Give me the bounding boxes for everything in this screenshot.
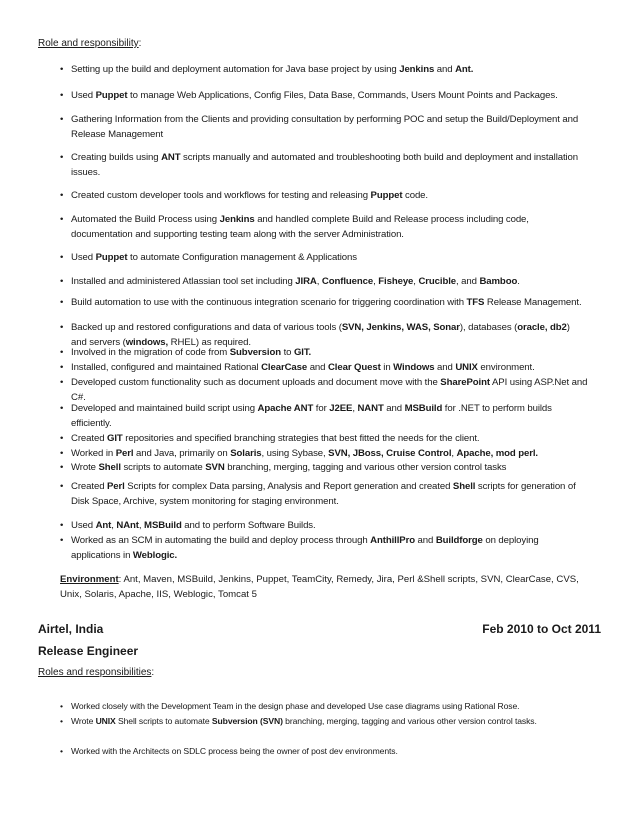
bold-term: Puppet xyxy=(370,190,403,201)
bold-term: Buildforge xyxy=(435,535,483,546)
bold-term: Subversion xyxy=(229,347,281,358)
text-segment: scripts for generation of Disk Space, Archive, system monitoring for staging environment. xyxy=(71,481,576,507)
heading-colon: : xyxy=(151,667,155,678)
text-segment: scripts to automate xyxy=(120,462,206,473)
item-text xyxy=(71,88,588,103)
environment-text: : Ant, Maven, MSBuild, Jenkins, Puppet, TeamCity, Remedy, Jira, Perl &Shell scripts, SVN, ClearCase, CVS, Unix, Solaris, Apache, IIS, Weblogic, Tomcat 5 xyxy=(60,574,579,600)
bold-term: Fisheye xyxy=(378,276,414,287)
bullet-icon: • xyxy=(60,322,64,333)
bullet-icon: • xyxy=(60,403,64,414)
text-segment: Worked as an SCM in automating the build and deploy process through xyxy=(71,535,371,546)
text-segment: , xyxy=(352,403,358,414)
text-segment: Shell scripts to automate xyxy=(115,716,212,726)
text-segment: , xyxy=(316,276,322,287)
bold-term: UNIX xyxy=(455,362,478,373)
item-text xyxy=(71,112,588,142)
list-item xyxy=(60,714,588,729)
bold-term: Crucible xyxy=(418,276,457,287)
text-segment: , using Sybase, xyxy=(261,448,329,459)
list-item xyxy=(60,188,588,203)
text-segment: Developed custom functionality such as document uploads and document move with the xyxy=(71,377,441,388)
bold-term: MSBuild xyxy=(404,403,443,414)
text-segment: Used xyxy=(71,252,96,263)
bullet-icon: • xyxy=(60,152,64,163)
list-item xyxy=(60,460,588,475)
bullet-icon: • xyxy=(60,347,64,358)
item-text xyxy=(71,446,588,461)
text-segment: repositories and specified branching strategies that best fitted the needs for the client. xyxy=(122,433,480,444)
item-text xyxy=(71,460,588,475)
item-text xyxy=(71,431,588,446)
text-segment: Used xyxy=(71,520,96,531)
text-segment: in xyxy=(380,362,394,373)
item-text xyxy=(71,62,588,77)
job-title: Release Engineer xyxy=(38,644,139,658)
list-item xyxy=(60,446,588,461)
bold-term: Clear Quest xyxy=(327,362,381,373)
item-text xyxy=(71,479,588,509)
text-segment: Wrote xyxy=(71,462,99,473)
bold-term: Apache, mod perl. xyxy=(456,448,538,459)
text-segment: , xyxy=(413,276,419,287)
list-item xyxy=(60,744,588,759)
text-segment: ) and servers ( xyxy=(71,322,570,348)
list-item xyxy=(60,345,588,360)
text-segment: environment. xyxy=(477,362,535,373)
bold-term: Bamboo xyxy=(479,276,518,287)
bullet-icon: • xyxy=(60,746,63,756)
bold-term: NANT xyxy=(357,403,384,414)
company-name: Airtel, India xyxy=(38,622,104,636)
bold-term: GIT xyxy=(107,433,123,444)
text-segment: and xyxy=(383,403,405,414)
bold-term: Ant. xyxy=(455,64,474,75)
text-segment: Wrote xyxy=(71,716,96,726)
bullet-icon: • xyxy=(60,701,63,711)
text-segment: branching, merging, tagging and various other version control tasks xyxy=(224,462,507,473)
bold-term: Perl xyxy=(115,448,134,459)
text-segment: to xyxy=(281,347,294,358)
bold-term: Shell xyxy=(98,462,121,473)
bullet-icon: • xyxy=(60,481,64,492)
bold-term: TFS xyxy=(466,297,485,308)
heading-colon: : xyxy=(138,38,142,49)
bold-term: Jenkins xyxy=(219,214,255,225)
text-segment: , xyxy=(373,276,379,287)
bold-term: Subversion (SVN) xyxy=(211,716,283,726)
bullet-icon: • xyxy=(60,297,64,308)
bold-term: Solaris xyxy=(230,448,262,459)
text-segment: and xyxy=(414,535,436,546)
bold-term: windows, xyxy=(125,337,169,348)
bold-term: ClearCase xyxy=(261,362,308,373)
text-segment: Automated the Build Process using xyxy=(71,214,220,225)
bullet-icon: • xyxy=(60,90,64,101)
text-segment: and xyxy=(434,362,456,373)
bold-term: JIRA xyxy=(295,276,317,287)
bold-term: Weblogic. xyxy=(132,550,178,561)
item-text xyxy=(71,345,588,360)
bold-term: GIT. xyxy=(293,347,312,358)
job-dates: Feb 2010 to Oct 2011 xyxy=(482,622,601,636)
bold-term: Apache ANT xyxy=(257,403,314,414)
text-segment: Backed up and restored configurations and data of various tools ( xyxy=(71,322,342,333)
list-item xyxy=(60,250,588,265)
list-item xyxy=(60,401,588,431)
bold-term: SVN, Jenkins, WAS, Sonar xyxy=(341,322,460,333)
bold-term: ANT xyxy=(161,152,181,163)
text-segment: , xyxy=(451,448,457,459)
text-segment: Worked in xyxy=(71,448,116,459)
bold-term: AnthillPro xyxy=(370,535,415,546)
text-segment: to manage Web Applications, Config Files, Data Base, Commands, Users Mount Points and Packages. xyxy=(127,90,558,101)
text-segment: and to perform Software Builds. xyxy=(181,520,316,531)
bold-term: Shell xyxy=(452,481,476,492)
bullet-icon: • xyxy=(60,462,64,473)
text-segment: and Java, primarily on xyxy=(133,448,231,459)
text-segment: , and xyxy=(456,276,480,287)
item-text xyxy=(71,401,588,431)
bold-term: Windows xyxy=(393,362,435,373)
text-segment: Used xyxy=(71,90,96,101)
list-item xyxy=(60,112,588,142)
bold-term: SharePoint xyxy=(440,377,490,388)
bold-term: NAnt xyxy=(116,520,139,531)
bold-term: oracle, db2 xyxy=(517,322,567,333)
item-text xyxy=(71,360,588,375)
text-segment: Installed, configured and maintained Rational xyxy=(71,362,262,373)
text-segment: and xyxy=(307,362,328,373)
text-segment: Involved in the migration of code from xyxy=(71,347,230,358)
section-heading xyxy=(38,38,141,49)
text-segment: Installed and administered Atlassian tool set including xyxy=(71,276,296,287)
bold-term: Perl xyxy=(107,481,125,492)
bullet-icon: • xyxy=(60,190,64,201)
text-segment: API using ASP.Net and C#. xyxy=(71,377,588,403)
bold-term: Puppet xyxy=(95,252,128,263)
text-segment: branching, merging, tagging and various other version control tasks. xyxy=(282,716,537,726)
list-item xyxy=(60,274,588,289)
text-segment: code. xyxy=(402,190,428,201)
text-segment: Creating builds using xyxy=(71,152,162,163)
text-segment: on deploying applications in xyxy=(71,535,539,561)
text-segment: Gathering Information from the Clients and providing consultation by performing POC and setup the Build/Deployment and Release Management xyxy=(71,114,579,140)
bullet-icon: • xyxy=(60,535,64,546)
item-text xyxy=(71,295,588,310)
item-text xyxy=(71,188,588,203)
text-segment: RHEL) as required. xyxy=(168,337,251,348)
text-segment: Build automation to use with the continuous integration scenario for triggering coordination with xyxy=(71,297,467,308)
text-segment: ), databases ( xyxy=(459,322,518,333)
bullet-icon: • xyxy=(60,114,64,125)
text-segment: Developed and maintained build script using xyxy=(71,403,258,414)
bullet-icon: • xyxy=(60,448,64,459)
item-text xyxy=(71,699,588,714)
role-heading: Role and responsibility xyxy=(38,38,139,49)
text-segment: , xyxy=(138,520,145,531)
text-segment: and handled complete Build and Release process including code, documentation and supporting testing team along with the server Administration. xyxy=(71,214,529,240)
bold-term: Puppet xyxy=(95,90,128,101)
bold-term: Jenkins xyxy=(399,64,435,75)
text-segment: . xyxy=(517,276,520,287)
text-segment: scripts manually and automated and troubleshooting both build and deployment and installation issues. xyxy=(71,152,579,178)
bullet-icon: • xyxy=(60,520,64,531)
environment-line xyxy=(60,572,590,602)
bold-term: SVN, JBoss, Cruise Control xyxy=(328,448,452,459)
bullet-icon: • xyxy=(60,214,64,225)
text-segment: for .NET to perform builds efficiently. xyxy=(71,403,552,429)
item-text xyxy=(71,518,588,533)
item-text xyxy=(71,212,588,242)
bullet-icon: • xyxy=(60,252,64,263)
item-text xyxy=(71,533,588,563)
bold-term: Ant xyxy=(95,520,112,531)
bold-term: J2EE xyxy=(329,403,353,414)
text-segment: to automate Configuration management & Applications xyxy=(127,252,357,263)
list-item xyxy=(60,699,588,714)
text-segment: Worked closely with the Development Team in the design phase and developed Use case diagrams using Rational Rose. xyxy=(71,701,520,711)
text-segment: Release Management. xyxy=(484,297,582,308)
roles-heading: Roles and responsibilities xyxy=(38,667,152,678)
text-segment: , xyxy=(111,520,117,531)
text-segment: for xyxy=(313,403,330,414)
list-item xyxy=(60,533,588,563)
item-text xyxy=(71,250,588,265)
list-item xyxy=(60,88,588,103)
bold-term: SVN xyxy=(205,462,225,473)
bullet-icon: • xyxy=(60,377,64,388)
list-item xyxy=(60,150,588,180)
bold-term: MSBuild xyxy=(144,520,182,531)
bold-term: Confluence xyxy=(321,276,374,287)
text-segment: Scripts for complex Data parsing, Analysis and Report generation and created xyxy=(124,481,453,492)
item-text xyxy=(71,150,588,180)
text-segment: Setting up the build and deployment automation for Java base project by using xyxy=(71,64,400,75)
text-segment: and xyxy=(434,64,456,75)
list-item xyxy=(60,62,588,77)
list-item xyxy=(60,479,588,509)
list-item xyxy=(60,431,588,446)
list-item xyxy=(60,212,588,242)
list-item xyxy=(60,360,588,375)
item-text xyxy=(71,274,588,289)
bold-term: UNIX xyxy=(95,716,116,726)
text-segment: Created custom developer tools and workflows for testing and releasing xyxy=(71,190,371,201)
roles-heading-line xyxy=(38,667,154,678)
item-text xyxy=(71,714,588,729)
bullet-icon: • xyxy=(60,276,64,287)
text-segment: Created xyxy=(71,433,107,444)
bullet-icon: • xyxy=(60,64,64,75)
list-item xyxy=(60,518,588,533)
text-segment: Created xyxy=(71,481,107,492)
text-segment: Worked with the Architects on SDLC process being the owner of post dev environments. xyxy=(71,746,398,756)
list-item xyxy=(60,295,588,310)
bullet-icon: • xyxy=(60,716,63,726)
environment-label: Environment xyxy=(60,574,119,585)
item-text xyxy=(71,744,588,759)
bullet-icon: • xyxy=(60,433,64,444)
bullet-icon: • xyxy=(60,362,64,373)
